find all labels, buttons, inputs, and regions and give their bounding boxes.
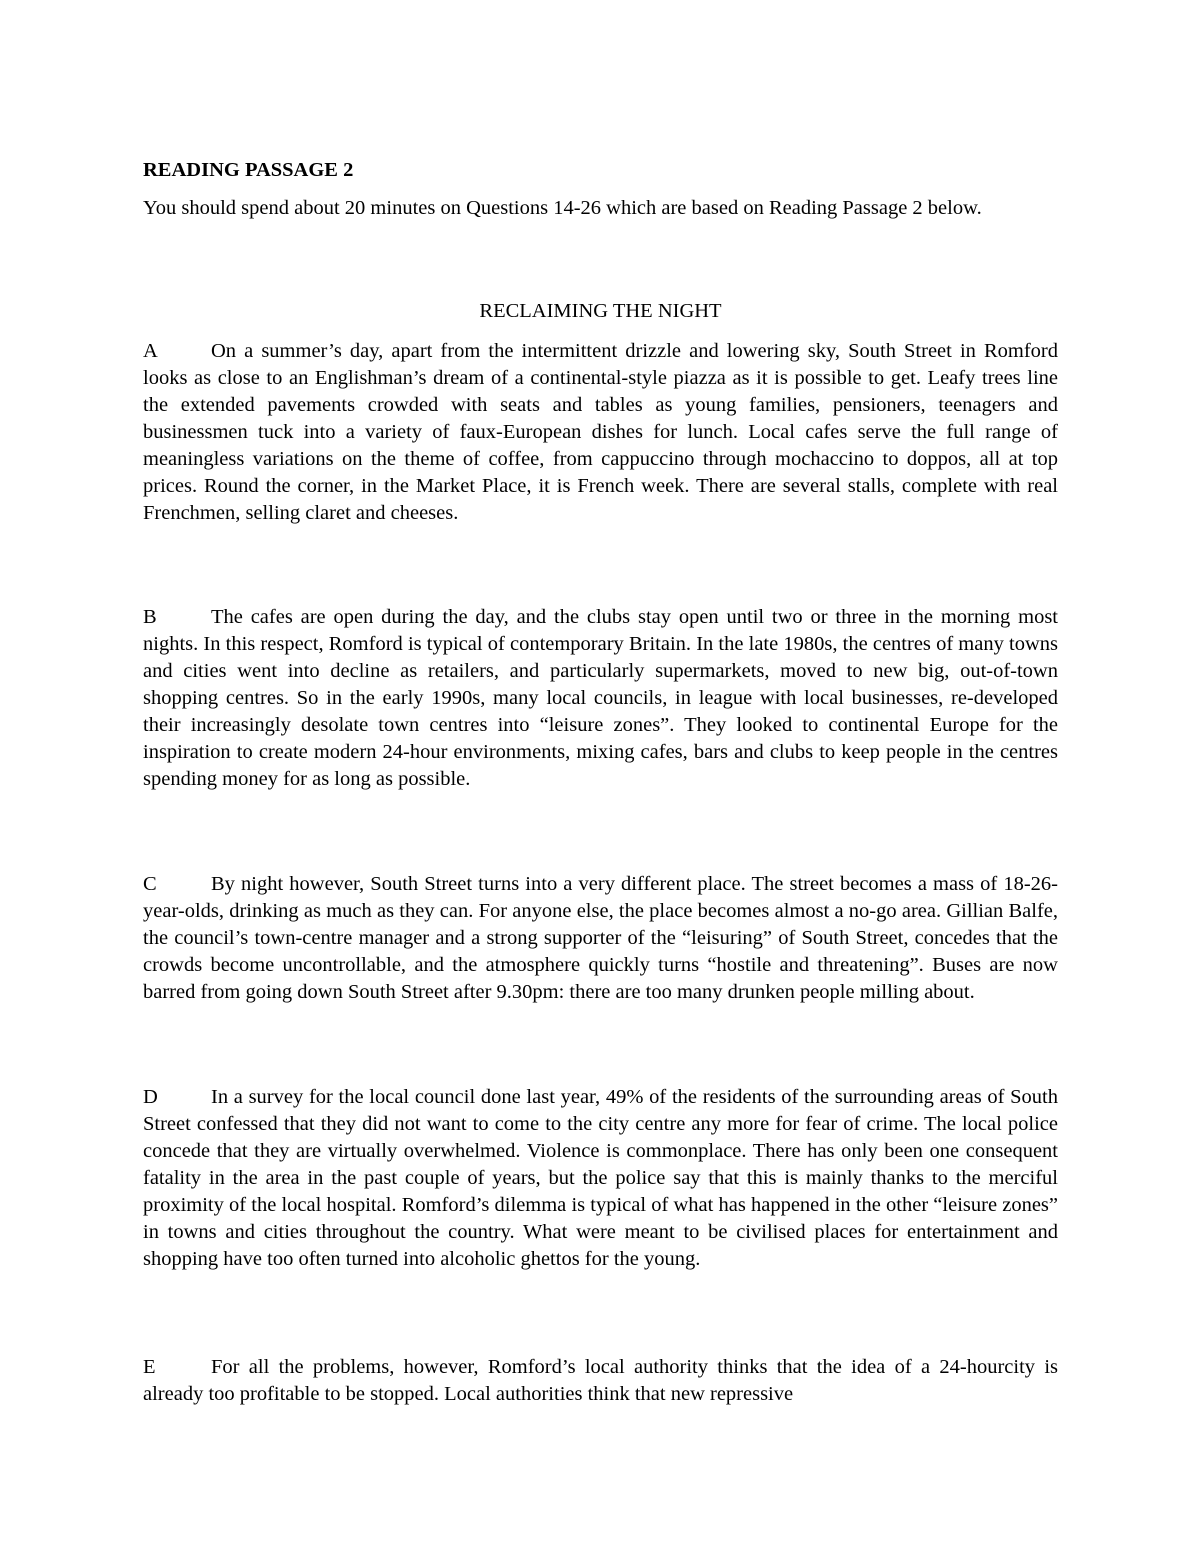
- paragraph-b: [143, 604, 1058, 793]
- paragraph-text: For all the problems, however, Romford’s local authority thinks that the idea of a 24-hourcity is already too profitable to be stopped. Local authorities think that new repressive: [143, 1356, 1058, 1405]
- paragraph-text: By night however, South Street turns into a very different place. The street becomes a mass of 18-26-year-olds, drinking as much as they can. For anyone else, the place becomes almost a no-go area. Gillian Balfe, the council’s town-centre manager and a strong supporter of the “leisuring” of South Street, concedes that the crowds become uncontrollable, and the atmosphere quickly turns “hostile and threatening”. Buses are now barred from going down South Street after 9.30pm: there are too many drunken people milling about.: [143, 873, 1058, 1003]
- paragraph-letter: E: [143, 1356, 156, 1378]
- paragraph-text: The cafes are open during the day, and the clubs stay open until two or three in the morning most nights. In this respect, Romford is typical of contemporary Britain. In the late 1980s, the centres of many towns and cities went into decline as retailers, and particularly supermarkets, moved to new big, out-of-town shopping centres. So in the early 1990s, many local councils, in league with local businesses, re-developed their increasingly desolate town centres into “leisure zones”. They looked to continental Europe for the inspiration to create modern 24-hour environments, mixing cafes, bars and clubs to keep people in the centres spending money for as long as possible.: [143, 606, 1058, 790]
- paragraph-letter: A: [143, 340, 158, 362]
- paragraph-text: In a survey for the local council done last year, 49% of the residents of the surrounding areas of South Street confessed that they did not want to come to the city centre any more for fear of crime. The local police concede that they are virtually overwhelmed. Violence is commonplace. There has only been one consequent fatality in the area in the past couple of years, but the police say that this is mainly thanks to the merciful proximity of the local hospital. Romford’s dilemma is typical of what has happened in the other “leisure zones” in towns and cities throughout the country. What were meant to be civilised places for entertainment and shopping have too often turned into alcoholic ghettos for the young.: [143, 1086, 1058, 1270]
- paragraph-letter: C: [143, 873, 157, 895]
- paragraph-letter: B: [143, 606, 157, 628]
- paragraph-a: [143, 338, 1058, 527]
- paragraph-c: [143, 871, 1058, 1006]
- paragraph-text: On a summer’s day, apart from the intermittent drizzle and lowering sky, South Street in Romford looks as close to an Englishman’s dream of a continental-style piazza as it is possible to get. Leafy trees line the extended pavements crowded with seats and tables as young families, pensioners, teenagers and businessmen tuck into a variety of faux-European dishes for lunch. Local cafes serve the full range of meaningless variations on the theme of coffee, from cappuccino through mochaccino to doppos, all at top prices. Round the corner, in the Market Place, it is French week. There are several stalls, complete with real Frenchmen, selling claret and cheeses.: [143, 340, 1058, 524]
- passage-heading: READING PASSAGE 2: [143, 159, 354, 181]
- instructions: You should spend about 20 minutes on Questions 14-26 which are based on Reading Passage 2 below.: [143, 197, 982, 219]
- article-title: RECLAIMING THE NIGHT: [479, 300, 722, 322]
- paragraph-d: [143, 1084, 1058, 1273]
- document-page: [143, 0, 1058, 1553]
- paragraph-letter: D: [143, 1086, 158, 1108]
- paragraph-e: [143, 1354, 1058, 1408]
